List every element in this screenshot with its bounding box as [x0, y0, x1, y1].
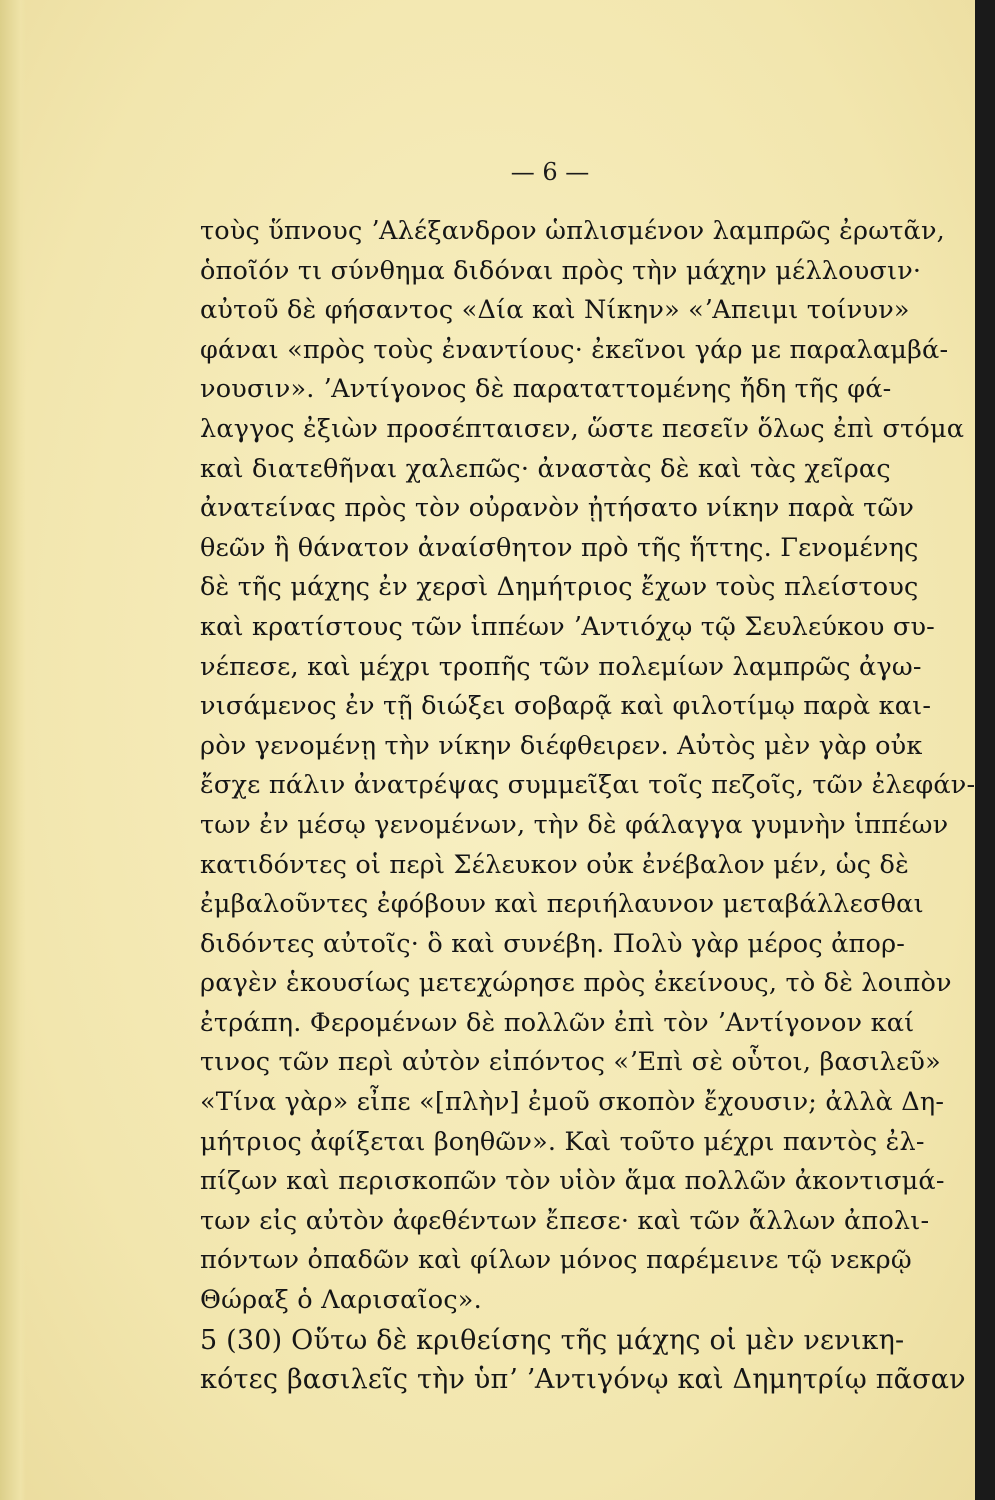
text-line-22: τινος τῶν περὶ αὐτὸν εἰπόντος «ʼΕπὶ σὲ οὗτοι, βασιλεῦ» [200, 1047, 941, 1078]
text-line-4: φάναι «πρὸς τοὺς ἐναντίους· ἐκεῖνοι γάρ με παραλαμβά- [200, 334, 949, 365]
text-line-27: πόντων ὀπαδῶν καὶ φίλων μόνος παρέμεινε τῷ νεκρῷ [200, 1245, 912, 1276]
text-line-18: ἐμβαλοῦντες ἐφόβουν καὶ περιήλαυνον μεταβάλλεσθαι [200, 889, 924, 920]
text-block [200, 212, 976, 1400]
text-line-26: των εἰς αὐτὸν ἀφεθέντων ἔπεσε· καὶ τῶν ἄλλων ἀπολι- [200, 1205, 930, 1236]
text-line-8: ἀνατείνας πρὸς τὸν οὐρανὸν ᾐτήσατο νίκην παρὰ τῶν [200, 493, 915, 524]
text-line-21: ἐτράπη. Φερομένων δὲ πολλῶν ἐπὶ τὸν ʼΑντίγονον καί [200, 1007, 915, 1038]
text-line-25: πίζων καὶ περισκοπῶν τὸν υἱὸν ἅμα πολλῶν ἀκοντισμά- [200, 1166, 945, 1197]
text-line-5: νουσιν». ʼΑντίγονος δὲ παραταττομένης ἤδη τῆς φά- [200, 374, 892, 405]
text-line-12: νέπεσε, καὶ μέχρι τροπῆς τῶν πολεμίων λαμπρῶς ἀγω- [200, 651, 922, 682]
text-line-3: αὐτοῦ δὲ φήσαντος «Δία καὶ Νίκην» «ʼΑπειμι τοίνυν» [200, 295, 910, 326]
text-line-7: καὶ διατεθῆναι χαλεπῶς· ἀναστὰς δὲ καὶ τὰς χεῖρας [200, 453, 891, 484]
text-line-9: θεῶν ἢ θάνατον ἀναίσθητον πρὸ τῆς ἥττης. Γενομένης [200, 532, 919, 563]
text-line-29: 5 (30) Οὕτω δὲ κριθείσης τῆς μάχης οἱ μὲν νενικη- [200, 1324, 905, 1356]
text-line-19: διδόντες αὐτοῖς· ὃ καὶ συνέβη. Πολὺ γὰρ μέρος ἀπορ- [200, 928, 906, 959]
page-number: — 6 — [510, 158, 590, 186]
text-line-2: ὁποῖόν τι σύνθημα διδόναι πρὸς τὴν μάχην μέλλουσιν· [200, 255, 922, 286]
text-line-17: κατιδόντες οἱ περὶ Σέλευκον οὐκ ἐνέβαλον μέν, ὡς δὲ [200, 849, 909, 880]
text-line-6: λαγγος ἐξιὼν προσέπταισεν, ὥστε πεσεῖν ὅλως ἐπὶ στόμα [200, 413, 965, 444]
page-binding-edge [0, 0, 26, 1500]
text-line-13: νισάμενος ἐν τῇ διώξει σοβαρᾷ καὶ φιλοτίμῳ παρὰ και- [200, 691, 932, 722]
text-line-28: Θώραξ ὁ Λαρισαῖος». [200, 1285, 482, 1316]
text-line-15: ἔσχε πάλιν ἀνατρέψας συμμεῖξαι τοῖς πεζοῖς, τῶν ἐλεφάν- [200, 770, 976, 801]
text-line-20: ραγὲν ἑκουσίως μετεχώρησε πρὸς ἐκείνους, τὸ δὲ λοιπὸν [200, 968, 952, 999]
text-line-23: «Τίνα γὰρ» εἶπε «[πλὴν] ἐμοῦ σκοπὸν ἔχουσιν; ἀλλὰ Δη- [200, 1087, 945, 1118]
text-line-1: τοὺς ὕπνους ʼΑλέξανδρον ὡπλισμένον λαμπρῶς ἐρωτᾶν, [200, 216, 945, 246]
text-line-16: των ἐν μέσῳ γενομένων, τὴν δὲ φάλαγγα γυμνὴν ἱππέων [200, 809, 949, 840]
text-line-10: δὲ τῆς μάχης ἐν χερσὶ Δημήτριος ἔχων τοὺς πλείστους [200, 572, 919, 603]
text-line-11: καὶ κρατίστους τῶν ἱππέων ʼΑντιόχῳ τῷ Σευλεύκου συ- [200, 611, 935, 642]
text-line-30: κότες βασιλεῖς τὴν ὑπʼ ʼΑντιγόνῳ καὶ Δημητρίῳ πᾶσαν [200, 1364, 966, 1396]
text-line-14: ρὸν γενομένῃ τὴν νίκην διέφθειρεν. Αὐτὸς μὲν γὰρ οὐκ [200, 730, 923, 761]
text-line-24: μήτριος ἀφίξεται βοηθῶν». Καὶ τοῦτο μέχρι παντὸς ἐλ- [200, 1126, 925, 1157]
